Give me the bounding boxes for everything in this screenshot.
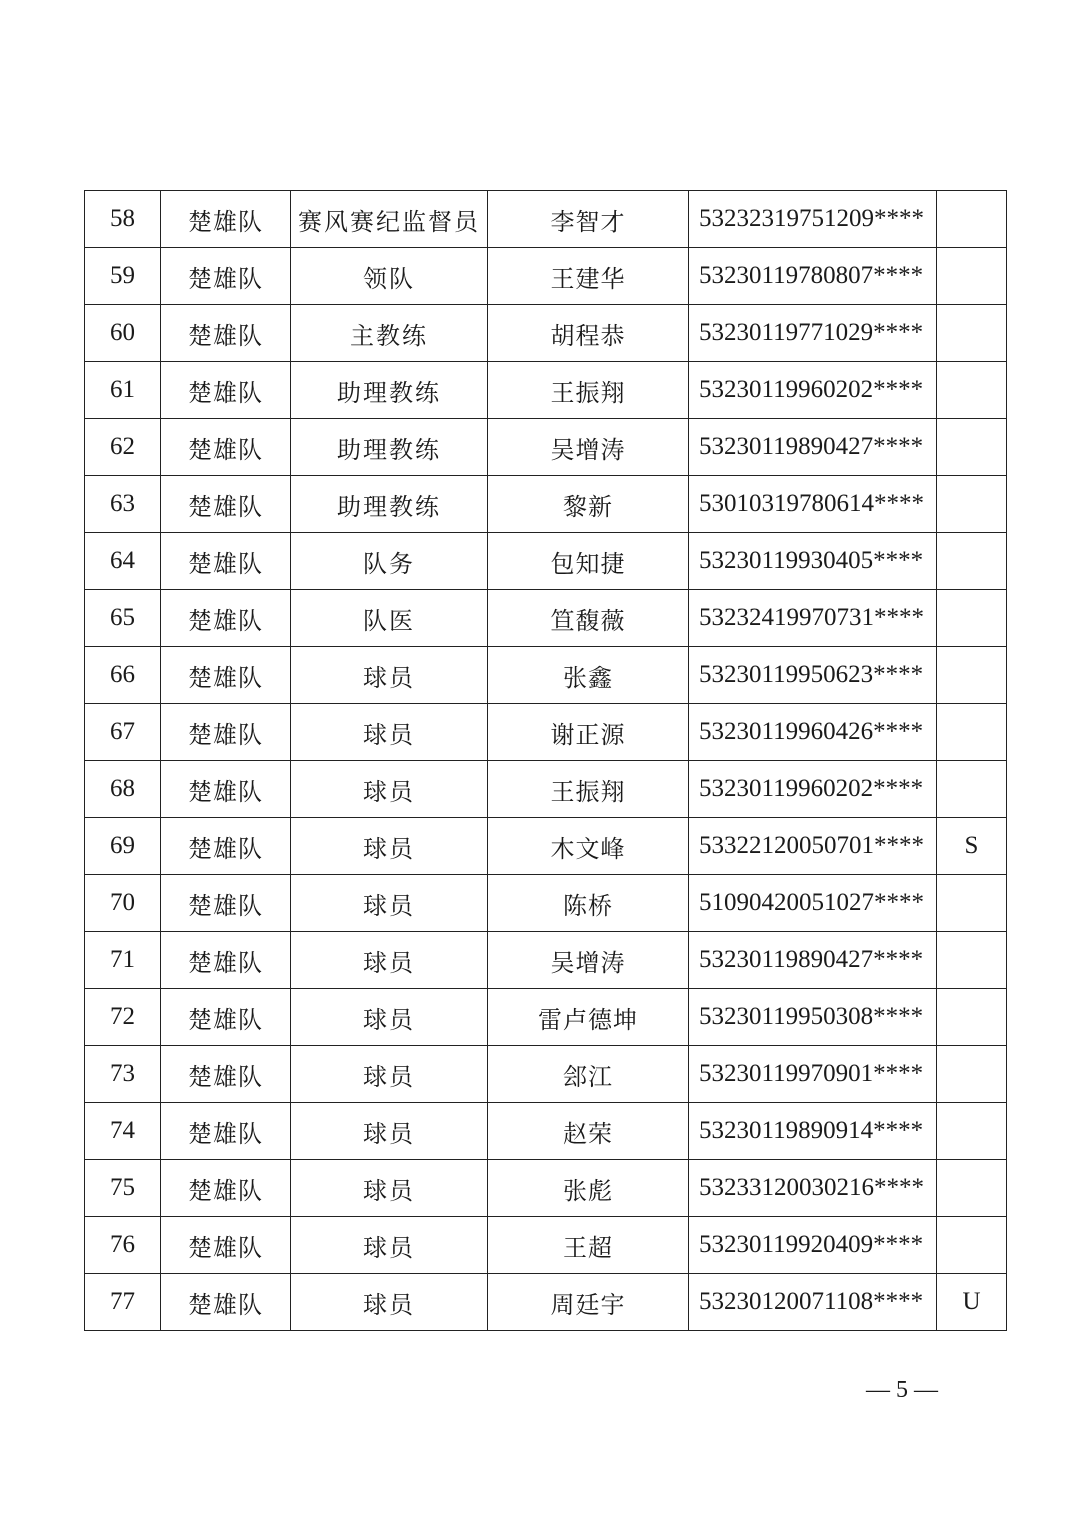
note-cell: U (937, 1274, 1007, 1331)
name-cell: 胡程恭 (488, 305, 689, 362)
note-cell (937, 1160, 1007, 1217)
team-cell: 楚雄队 (161, 1160, 291, 1217)
table-row (85, 1217, 1007, 1274)
id-number-cell: 53232319751209**** (689, 191, 937, 248)
row-number-cell: 59 (85, 248, 161, 305)
id-number-cell: 53322120050701**** (689, 818, 937, 875)
row-number-cell: 77 (85, 1274, 161, 1331)
team-cell: 楚雄队 (161, 1046, 291, 1103)
note-cell (937, 533, 1007, 590)
note-cell (937, 1103, 1007, 1160)
note-cell (937, 932, 1007, 989)
page-number: — 5 — (866, 1377, 938, 1403)
note-cell (937, 1046, 1007, 1103)
table-row (85, 248, 1007, 305)
name-cell: 赵荣 (488, 1103, 689, 1160)
team-cell: 楚雄队 (161, 362, 291, 419)
team-cell: 楚雄队 (161, 875, 291, 932)
id-number-cell: 53230119970901**** (689, 1046, 937, 1103)
note-cell (937, 305, 1007, 362)
id-number-cell: 53230119930405**** (689, 533, 937, 590)
table-row (85, 875, 1007, 932)
note-cell (937, 875, 1007, 932)
table-row (85, 419, 1007, 476)
id-number-cell: 53230119920409**** (689, 1217, 937, 1274)
note-cell (937, 476, 1007, 533)
role-cell: 球员 (291, 1160, 488, 1217)
note-cell (937, 647, 1007, 704)
row-number-cell: 76 (85, 1217, 161, 1274)
team-cell: 楚雄队 (161, 761, 291, 818)
name-cell: 王超 (488, 1217, 689, 1274)
note-cell (937, 590, 1007, 647)
table-row (85, 533, 1007, 590)
row-number-cell: 63 (85, 476, 161, 533)
team-cell: 楚雄队 (161, 989, 291, 1046)
note-cell (937, 1217, 1007, 1274)
table-row (85, 761, 1007, 818)
team-cell: 楚雄队 (161, 1274, 291, 1331)
note-cell (937, 989, 1007, 1046)
name-cell: 谢正源 (488, 704, 689, 761)
table-row (85, 704, 1007, 761)
roster-body (85, 191, 1007, 1331)
name-cell: 笪馥薇 (488, 590, 689, 647)
role-cell: 球员 (291, 1217, 488, 1274)
id-number-cell: 53230119950623**** (689, 647, 937, 704)
team-cell: 楚雄队 (161, 590, 291, 647)
id-number-cell: 53233120030216**** (689, 1160, 937, 1217)
name-cell: 吴增涛 (488, 932, 689, 989)
row-number-cell: 65 (85, 590, 161, 647)
team-cell: 楚雄队 (161, 704, 291, 761)
table-row (85, 647, 1007, 704)
note-cell (937, 419, 1007, 476)
team-cell: 楚雄队 (161, 1103, 291, 1160)
role-cell: 赛风赛纪监督员 (291, 191, 488, 248)
note-cell (937, 761, 1007, 818)
roster-table (84, 190, 1007, 1331)
table-row (85, 818, 1007, 875)
note-cell (937, 704, 1007, 761)
id-number-cell: 53230119890427**** (689, 419, 937, 476)
role-cell: 球员 (291, 989, 488, 1046)
role-cell: 球员 (291, 1103, 488, 1160)
role-cell: 球员 (291, 932, 488, 989)
name-cell: 张鑫 (488, 647, 689, 704)
row-number-cell: 66 (85, 647, 161, 704)
role-cell: 球员 (291, 875, 488, 932)
note-cell (937, 362, 1007, 419)
name-cell: 吴增涛 (488, 419, 689, 476)
name-cell: 周廷宇 (488, 1274, 689, 1331)
table-row (85, 1274, 1007, 1331)
id-number-cell: 53230119950308**** (689, 989, 937, 1046)
row-number-cell: 61 (85, 362, 161, 419)
role-cell: 球员 (291, 704, 488, 761)
row-number-cell: 70 (85, 875, 161, 932)
role-cell: 队医 (291, 590, 488, 647)
row-number-cell: 67 (85, 704, 161, 761)
note-cell (937, 248, 1007, 305)
table-row (85, 1160, 1007, 1217)
role-cell: 球员 (291, 647, 488, 704)
table-row (85, 989, 1007, 1046)
table-row (85, 1046, 1007, 1103)
table-row (85, 476, 1007, 533)
team-cell: 楚雄队 (161, 1217, 291, 1274)
team-cell: 楚雄队 (161, 191, 291, 248)
table-row (85, 932, 1007, 989)
name-cell: 雷卢德坤 (488, 989, 689, 1046)
id-number-cell: 53232419970731**** (689, 590, 937, 647)
table-row (85, 362, 1007, 419)
id-number-cell: 53230119780807**** (689, 248, 937, 305)
id-number-cell: 53230119960426**** (689, 704, 937, 761)
name-cell: 黎新 (488, 476, 689, 533)
id-number-cell: 53230119771029**** (689, 305, 937, 362)
id-number-cell: 53230119890427**** (689, 932, 937, 989)
row-number-cell: 64 (85, 533, 161, 590)
id-number-cell: 53230120071108**** (689, 1274, 937, 1331)
id-number-cell: 53230119960202**** (689, 761, 937, 818)
role-cell: 队务 (291, 533, 488, 590)
team-cell: 楚雄队 (161, 932, 291, 989)
table-row (85, 305, 1007, 362)
note-cell: S (937, 818, 1007, 875)
team-cell: 楚雄队 (161, 818, 291, 875)
row-number-cell: 72 (85, 989, 161, 1046)
name-cell: 王建华 (488, 248, 689, 305)
note-cell (937, 191, 1007, 248)
role-cell: 领队 (291, 248, 488, 305)
id-number-cell: 53230119960202**** (689, 362, 937, 419)
team-cell: 楚雄队 (161, 533, 291, 590)
team-cell: 楚雄队 (161, 476, 291, 533)
team-cell: 楚雄队 (161, 305, 291, 362)
name-cell: 陈桥 (488, 875, 689, 932)
row-number-cell: 62 (85, 419, 161, 476)
role-cell: 球员 (291, 761, 488, 818)
id-number-cell: 51090420051027**** (689, 875, 937, 932)
row-number-cell: 68 (85, 761, 161, 818)
name-cell: 王振翔 (488, 362, 689, 419)
role-cell: 球员 (291, 818, 488, 875)
table-row (85, 191, 1007, 248)
row-number-cell: 69 (85, 818, 161, 875)
role-cell: 助理教练 (291, 419, 488, 476)
row-number-cell: 71 (85, 932, 161, 989)
table-row (85, 1103, 1007, 1160)
row-number-cell: 73 (85, 1046, 161, 1103)
team-cell: 楚雄队 (161, 248, 291, 305)
name-cell: 张彪 (488, 1160, 689, 1217)
name-cell: 李智才 (488, 191, 689, 248)
row-number-cell: 74 (85, 1103, 161, 1160)
row-number-cell: 60 (85, 305, 161, 362)
table-row (85, 590, 1007, 647)
role-cell: 球员 (291, 1274, 488, 1331)
name-cell: 木文峰 (488, 818, 689, 875)
row-number-cell: 75 (85, 1160, 161, 1217)
role-cell: 球员 (291, 1046, 488, 1103)
id-number-cell: 53230119890914**** (689, 1103, 937, 1160)
name-cell: 郐江 (488, 1046, 689, 1103)
role-cell: 助理教练 (291, 362, 488, 419)
team-cell: 楚雄队 (161, 419, 291, 476)
row-number-cell: 58 (85, 191, 161, 248)
name-cell: 王振翔 (488, 761, 689, 818)
role-cell: 助理教练 (291, 476, 488, 533)
name-cell: 包知捷 (488, 533, 689, 590)
role-cell: 主教练 (291, 305, 488, 362)
team-cell: 楚雄队 (161, 647, 291, 704)
id-number-cell: 53010319780614**** (689, 476, 937, 533)
